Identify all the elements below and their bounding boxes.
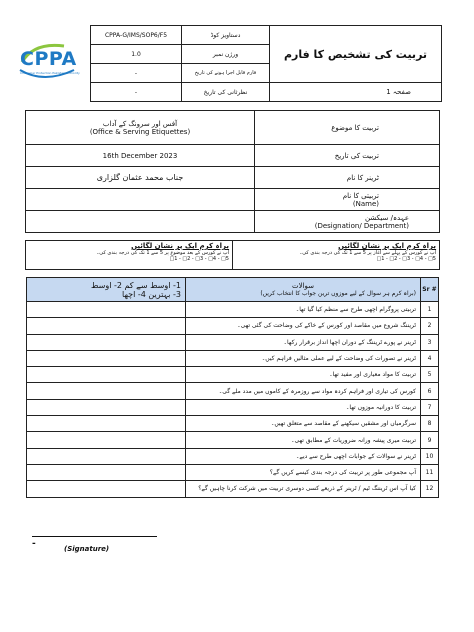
question-sr: 7 — [421, 399, 439, 415]
rating-before — [233, 241, 440, 270]
table-row — [27, 481, 439, 497]
questions-header-sub: (براہ کرم ہر سوال کے لیے موزوں ترین جواب کا انتخاب کریں) — [260, 290, 416, 297]
rating-after-text: آپ نے کورس کے بعد موضوع پر 5 سے 1 تک کی درجہ بندی کی۔ — [96, 250, 229, 256]
table-row — [27, 302, 439, 318]
question-sr: 12 — [421, 481, 439, 497]
topic-value-english: (Office & Serving Etiquettes) — [89, 127, 191, 136]
rating-cell[interactable] — [27, 318, 186, 334]
table-row — [27, 383, 439, 399]
table-row — [27, 334, 439, 350]
topic-label: تربیت کا موضوع — [255, 111, 440, 145]
logo-subtext: Consumer Protection Pakistan Authority — [20, 71, 80, 75]
doc-code-value: CPPA-G/IMS/SOP6/F5 — [91, 26, 182, 45]
scale-line-1: 1- اوسط سے کم 2- اوسط — [91, 280, 181, 290]
question-sr: 10 — [421, 448, 439, 464]
doc-header-table — [90, 25, 442, 102]
question-text: تربیت میری پیشہ ورانہ ضروریات کے مطابق تھی۔ — [186, 432, 421, 448]
question-sr: 8 — [421, 416, 439, 432]
question-sr: 4 — [421, 350, 439, 366]
designation-field[interactable] — [26, 211, 255, 233]
training-info-table — [25, 110, 440, 233]
table-row — [27, 399, 439, 415]
designation-label-english: (Designation/ Department) — [314, 221, 409, 230]
table-row — [27, 367, 439, 383]
sr-header: Sr # — [421, 278, 439, 302]
review-date-value: - — [91, 83, 182, 102]
trainee-label-english: (Name) — [352, 199, 379, 208]
question-text: ٹرینر نے تصورات کی وضاحت کے لیے عملی مثالیں فراہم کیں۔ — [186, 350, 421, 366]
question-sr: 6 — [421, 383, 439, 399]
rating-cell[interactable] — [27, 383, 186, 399]
question-sr: 1 — [421, 302, 439, 318]
table-row — [27, 350, 439, 366]
rating-before-checkboxes[interactable]: □1 - □2 - □3 - □4 - □5 — [376, 256, 436, 262]
version-value: 1.0 — [91, 45, 182, 64]
questions-header — [186, 278, 421, 302]
questions-header-title: سوالات — [291, 282, 314, 290]
rating-after — [26, 241, 233, 270]
rating-cell[interactable] — [27, 416, 186, 432]
question-text: کورس کی تیاری اور فراہم کردہ مواد سے روزمرہ کے کاموں میں مدد ملے گی۔ — [186, 383, 421, 399]
doc-code-label: دستاویز کوڈ — [182, 26, 270, 45]
question-text: سرگرمیاں اور مشقیں سیکھنے کے مقاصد سے متعلق تھیں۔ — [186, 416, 421, 432]
questions-table — [26, 277, 439, 498]
signature-label: (Signature) — [64, 545, 110, 553]
rating-cell[interactable] — [27, 334, 186, 350]
training-date-value: 16th December 2023 — [26, 145, 255, 167]
rating-cell[interactable] — [27, 432, 186, 448]
signature-dash: - — [32, 539, 36, 549]
designation-label-urdu: عہدہ/ سیکشن — [364, 213, 409, 222]
rating-cell[interactable] — [27, 481, 186, 497]
table-row — [27, 432, 439, 448]
rating-cell[interactable] — [27, 302, 186, 318]
question-sr: 3 — [421, 334, 439, 350]
trainee-label — [255, 189, 440, 211]
form-title: تربیت کی تشخیص کا فارم — [270, 26, 442, 83]
page-label: صفحہ 1 — [270, 83, 442, 102]
question-sr: 9 — [421, 432, 439, 448]
rating-before-text: آپ نے کورس کے پہلے سے آغاز پر 5 سے 1 تک کی درجہ بندی کی۔ — [299, 250, 436, 256]
question-sr: 2 — [421, 318, 439, 334]
table-row — [27, 464, 439, 480]
signature-line — [32, 536, 157, 537]
question-text: تربیت کا مواد معیاری اور مفید تھا۔ — [186, 367, 421, 383]
logo — [14, 40, 80, 86]
table-row — [27, 416, 439, 432]
question-sr: 11 — [421, 464, 439, 480]
designation-label — [255, 211, 440, 233]
rating-cell[interactable] — [27, 464, 186, 480]
rating-after-checkboxes[interactable]: □1 - □2 - □3 - □4 - □5 — [169, 256, 229, 262]
rating-after-title: براہ کرم ایک پر نشان لگائیں — [131, 242, 229, 250]
self-rating-table — [25, 240, 440, 270]
trainer-label: ٹرینر کا نام — [255, 167, 440, 189]
logo-text: CPPA — [20, 48, 77, 70]
scale-line-2: 3- بہترین 4- اچھا — [122, 289, 181, 299]
trainee-name-field[interactable] — [26, 189, 255, 211]
question-text: ٹرینر نے سوالات کے جوابات اچھی طرح سے دیے۔ — [186, 448, 421, 464]
question-text: کیا آپ اس ٹریننگ ٹیم / ٹرینر کے ذریعے کسی دوسری تربیت میں شرکت کرنا چاہیں گے؟ — [186, 481, 421, 497]
question-text: تربیت کا دورانیہ موزوں تھا۔ — [186, 399, 421, 415]
trainer-value: جناب محمد عثمان گلزاری — [26, 167, 255, 189]
rating-cell[interactable] — [27, 350, 186, 366]
table-row — [27, 448, 439, 464]
question-sr: 5 — [421, 367, 439, 383]
rating-before-title: براہ کرم ایک پر نشان لگائیں — [338, 242, 436, 250]
questions-body — [27, 302, 439, 498]
topic-value-urdu: آفس اور سرونگ کے آداب — [102, 119, 178, 128]
issue-date-label: فارم قابل اجرا ہونے کی تاریخ — [182, 64, 270, 83]
version-label: ورژن نمبر — [182, 45, 270, 64]
rating-cell[interactable] — [27, 448, 186, 464]
training-date-label: تربیت کی تاریخ — [255, 145, 440, 167]
question-text: آپ مجموعی طور پر تربیت کی درجہ بندی کیسے کریں گے؟ — [186, 464, 421, 480]
scale-header — [27, 278, 186, 302]
rating-cell[interactable] — [27, 367, 186, 383]
review-date-label: نظرثانی کی تاریخ — [182, 83, 270, 102]
question-text: تربیتی پروگرام اچھی طرح سے منظم کیا گیا تھا۔ — [186, 302, 421, 318]
trainee-label-urdu: تربیتی کا نام — [342, 191, 379, 200]
table-row — [27, 318, 439, 334]
rating-cell[interactable] — [27, 399, 186, 415]
question-text: ٹرینر نے پورے ٹریننگ کے دوران اچھا انداز برقرار رکھا۔ — [186, 334, 421, 350]
question-text: ٹریننگ شروع میں مقاصد اور کورس کے خاکے کی وضاحت کی گئی تھی۔ — [186, 318, 421, 334]
topic-value — [26, 111, 255, 145]
issue-date-value: - — [91, 64, 182, 83]
